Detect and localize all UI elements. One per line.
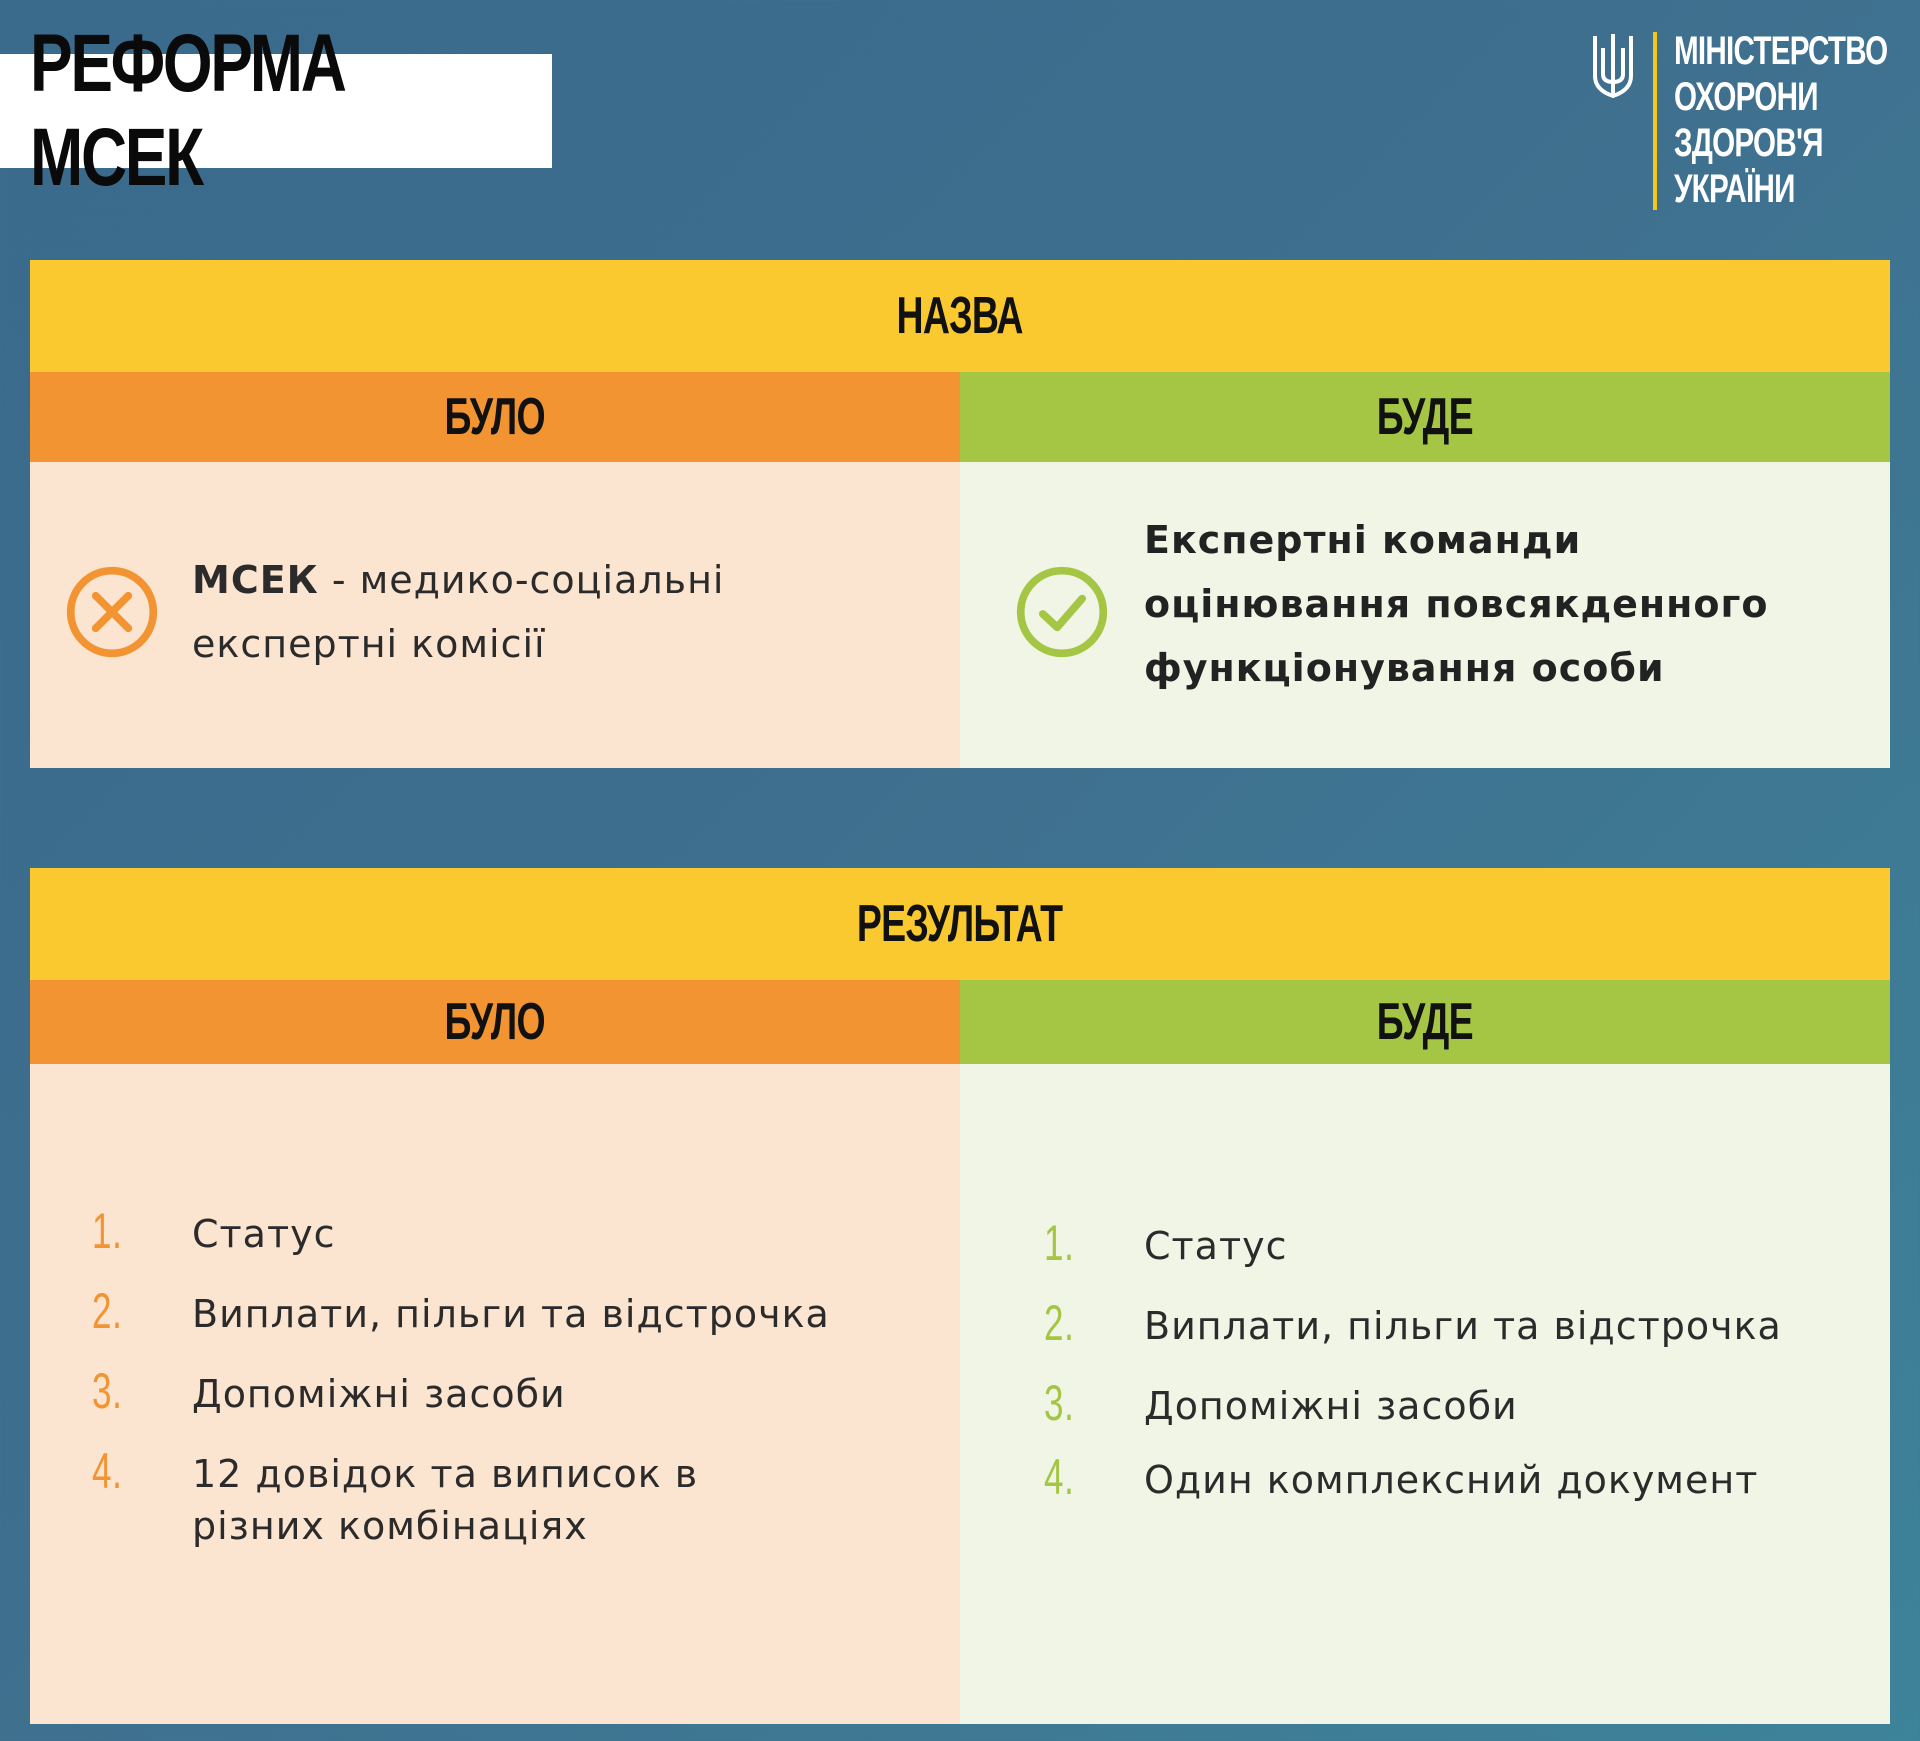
name-section-title: НАЗВА — [896, 287, 1024, 345]
ministry-line: ОХОРОНИ — [1674, 75, 1818, 119]
was-label: БУЛО — [444, 993, 546, 1051]
list-text: Допоміжні засоби — [1144, 1384, 1518, 1428]
page-title: РЕФОРМА МСЕК — [30, 18, 345, 203]
list-number: 1. — [1044, 1215, 1075, 1271]
list-text: Виплати, пільги та відстрочка — [192, 1292, 830, 1336]
list-item — [1044, 1449, 1904, 1534]
was-name-text — [192, 548, 892, 676]
name-section — [30, 260, 1890, 768]
list-number: 3. — [1044, 1375, 1075, 1431]
cross-circle-icon — [64, 564, 160, 660]
list-text: Один комплексний документ — [1144, 1458, 1759, 1502]
page-title-box — [0, 18, 552, 203]
ministry-divider — [1653, 32, 1657, 210]
will-body — [960, 462, 1890, 768]
was-body — [30, 1064, 960, 1724]
trident-icon — [1590, 30, 1636, 102]
list-number: 4. — [1044, 1449, 1075, 1505]
was-body — [30, 462, 960, 768]
result-section — [30, 868, 1890, 1724]
name-section-bodies — [30, 462, 1890, 768]
ministry-name — [1674, 28, 1920, 212]
result-section-header — [30, 868, 1890, 980]
result-section-bodies — [30, 1064, 1890, 1724]
will-header — [960, 980, 1890, 1064]
list-number: 2. — [1044, 1295, 1075, 1351]
will-label: БУДЕ — [1376, 388, 1474, 446]
will-label: БУДЕ — [1376, 993, 1474, 1051]
result-section-title: РЕЗУЛЬТАТ — [857, 895, 1063, 953]
list-item — [92, 1283, 952, 1368]
was-name-bold: МСЕК — [192, 558, 319, 602]
ministry-logo — [1590, 26, 1910, 216]
ministry-line: ЗДОРОВ'Я — [1674, 121, 1823, 165]
will-body — [960, 1064, 1890, 1724]
was-header — [30, 980, 960, 1064]
will-header — [960, 372, 1890, 462]
list-text: Допоміжні засоби — [192, 1372, 566, 1416]
list-item — [92, 1203, 952, 1288]
was-label: БУЛО — [444, 388, 546, 446]
list-text: Статус — [192, 1212, 336, 1256]
list-item — [1044, 1375, 1904, 1454]
list-item — [1044, 1295, 1904, 1380]
name-section-column-headers — [30, 372, 1890, 462]
was-name-rest: - медико-соціальні експертні комісії — [192, 558, 725, 666]
will-name-text: Експертні команди оцінювання повсякденного функціонування особи — [1144, 518, 1769, 690]
list-text: Виплати, пільги та відстрочка — [1144, 1304, 1782, 1348]
list-number: 1. — [92, 1203, 123, 1259]
list-text: Статус — [1144, 1224, 1288, 1268]
list-number: 3. — [92, 1363, 123, 1419]
name-section-header — [30, 260, 1890, 372]
list-number: 4. — [92, 1443, 123, 1499]
list-text: 12 довідок та виписок в різних комбінаціях — [192, 1452, 699, 1548]
list-item — [1044, 1215, 1904, 1300]
list-item — [92, 1363, 952, 1448]
will-result-list — [1044, 1215, 1904, 1534]
ministry-line: УКРАЇНИ — [1674, 167, 1795, 211]
was-header — [30, 372, 960, 462]
result-section-column-headers — [30, 980, 1890, 1064]
ministry-line: МІНІСТЕРСТВО — [1674, 29, 1888, 73]
was-result-list — [92, 1203, 952, 1558]
list-item — [92, 1443, 952, 1558]
list-number: 2. — [92, 1283, 123, 1339]
check-circle-icon — [1014, 564, 1110, 660]
